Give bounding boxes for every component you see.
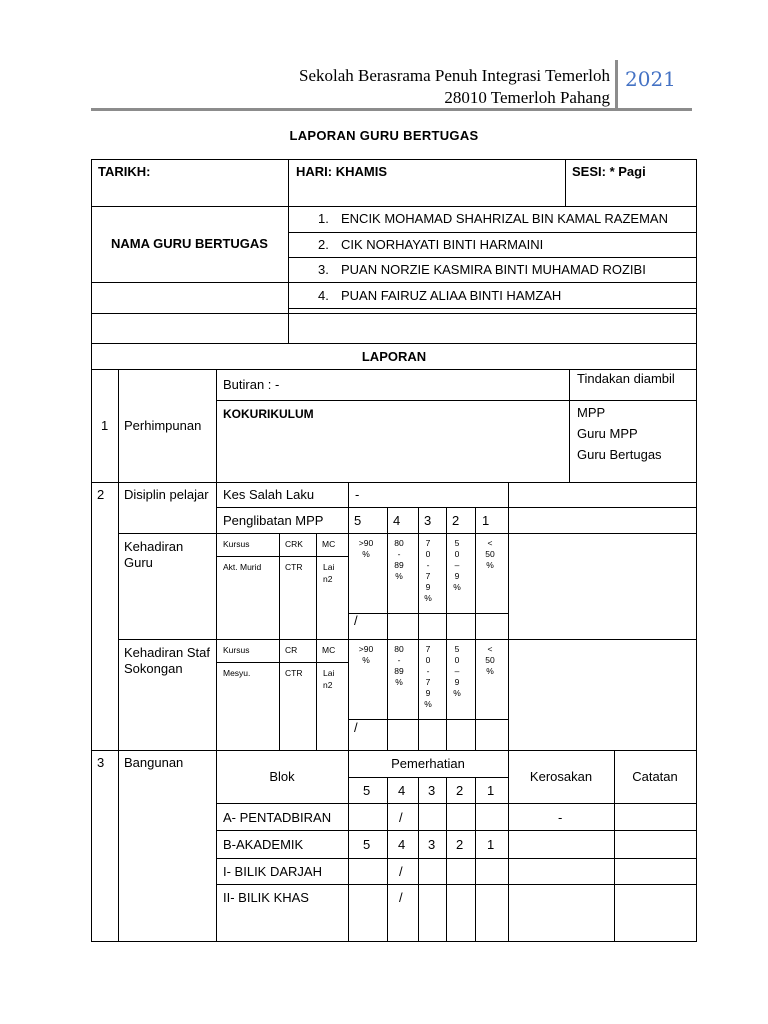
teachers-label: NAMA GURU BERTUGAS [111,236,268,251]
scale-value: 3 [428,783,436,798]
percent-range-label: 7 0 - 7 9 % [424,538,432,603]
leave-type-label: CTR [285,562,303,572]
blok-row-label: B-AKADEMIK [223,837,304,852]
section-label-bangunan: Bangunan [124,755,184,770]
checkmark: / [399,810,403,825]
teacher-number: 3. [318,262,329,277]
blok-row-label: A- PENTADBIRAN [223,810,332,825]
kes-salah-laku-label: Kes Salah Laku [223,487,315,502]
teacher-number: 1. [318,211,329,226]
leave-type-label: Kursus [223,645,250,655]
checkmark: / [354,720,358,735]
kehadiran-staf-label: Kehadiran Staf [124,645,211,660]
butiran-field: Butiran : - [223,377,280,392]
percent-range-label: 80 - 89 % [394,644,404,687]
page-title: LAPORAN GURU BERTUGAS [289,128,479,143]
leave-type-label: CR [285,645,298,655]
section-number: 2 [97,487,105,502]
leave-type-label: n2 [323,574,333,584]
checkmark: / [399,864,403,879]
pemerhatian-header: Pemerhatian [391,756,465,771]
kes-salah-laku-value: - [355,487,360,502]
laporan-heading: LAPORAN [361,349,427,364]
leave-type-label: MC [322,645,336,655]
teacher-name: PUAN NORZIE KASMIRA BINTI MUHAMAD ROZIBI [341,262,646,277]
percent-range-label: >90 % [358,644,374,665]
scale-value: 1 [487,783,495,798]
hari-field: HARI: KHAMIS [296,164,387,179]
scale-value: 3 [424,513,432,528]
scale-value: 5 [354,513,362,528]
scale-value: 4 [398,783,406,798]
scale-value: 2 [456,783,464,798]
tindakan-label: Tindakan diambil [577,371,675,386]
section-label-disiplin: Disiplin pelajar [124,487,209,502]
scale-value: 4 [398,837,406,852]
kerosakan-value: - [558,810,563,825]
action-item: Guru Bertugas [577,447,662,462]
leave-type-label: Kursus [223,539,250,549]
header-divider-vertical [615,60,618,110]
kerosakan-header: Kerosakan [529,769,593,784]
percent-range-label: < 50 % [485,538,495,570]
checkmark: / [354,613,358,628]
section-number: 3 [97,755,105,770]
percent-range-label: 5 0 – 9 % [453,538,461,592]
school-address: 28010 Temerloh Pahang [444,88,610,107]
leave-type-label: Akt. Murid [223,562,262,572]
checkmark: / [399,890,403,905]
blok-row-label: II- BILIK KHAS [223,890,309,905]
leave-type-label: Mesyu. [223,668,251,678]
scale-value: 5 [363,837,371,852]
leave-type-label: Lai [323,668,335,678]
scale-value: 1 [487,837,495,852]
school-name: Sekolah Berasrama Penuh Integrasi Temerloh [298,66,610,85]
scale-value: 1 [482,513,490,528]
leave-type-label: Lai [323,562,335,572]
sesi-field: SESI: * Pagi [572,164,646,179]
kehadiran-staf-label: Sokongan [124,661,183,676]
percent-range-label: 80 - 89 % [394,538,404,581]
tarikh-field: TARIKH: [98,164,151,179]
teacher-number: 2. [318,237,329,252]
catatan-header: Catatan [632,769,678,784]
kokurikulum-label: KOKURIKULUM [223,407,314,421]
percent-range-label: < 50 % [485,644,495,676]
section-number: 1 [101,418,109,433]
blok-header: Blok [269,769,295,784]
leave-type-label: MC [322,539,336,549]
leave-type-label: n2 [323,680,333,690]
scale-value: 2 [456,837,464,852]
leave-type-label: CTR [285,668,303,678]
percent-range-label: 7 0 - 7 9 % [424,644,432,709]
percent-range-label: 5 0 – 9 % [453,644,461,698]
scale-value: 5 [363,783,371,798]
year-label: 2021 [625,67,676,91]
section-label-perhimpunan: Perhimpunan [124,418,202,433]
penglibatan-mpp-label: Penglibatan MPP [223,513,324,528]
scale-value: 2 [452,513,460,528]
action-item: MPP [577,405,606,420]
scale-value: 4 [393,513,401,528]
teacher-name: CIK NORHAYATI BINTI HARMAINI [341,237,544,252]
teacher-name: ENCIK MOHAMAD SHAHRIZAL BIN KAMAL RAZEMAN [341,211,668,226]
action-item: Guru MPP [577,426,638,441]
kehadiran-guru-label: Guru [124,555,153,570]
header-divider [91,108,692,111]
kehadiran-guru-label: Kehadiran [124,539,184,554]
leave-type-label: CRK [285,539,303,549]
percent-range-label: >90 % [358,538,374,559]
teacher-number: 4. [318,288,329,303]
scale-value: 3 [428,837,436,852]
blok-row-label: I- BILIK DARJAH [223,864,322,879]
teacher-name: PUAN FAIRUZ ALIAA BINTI HAMZAH [341,288,562,303]
